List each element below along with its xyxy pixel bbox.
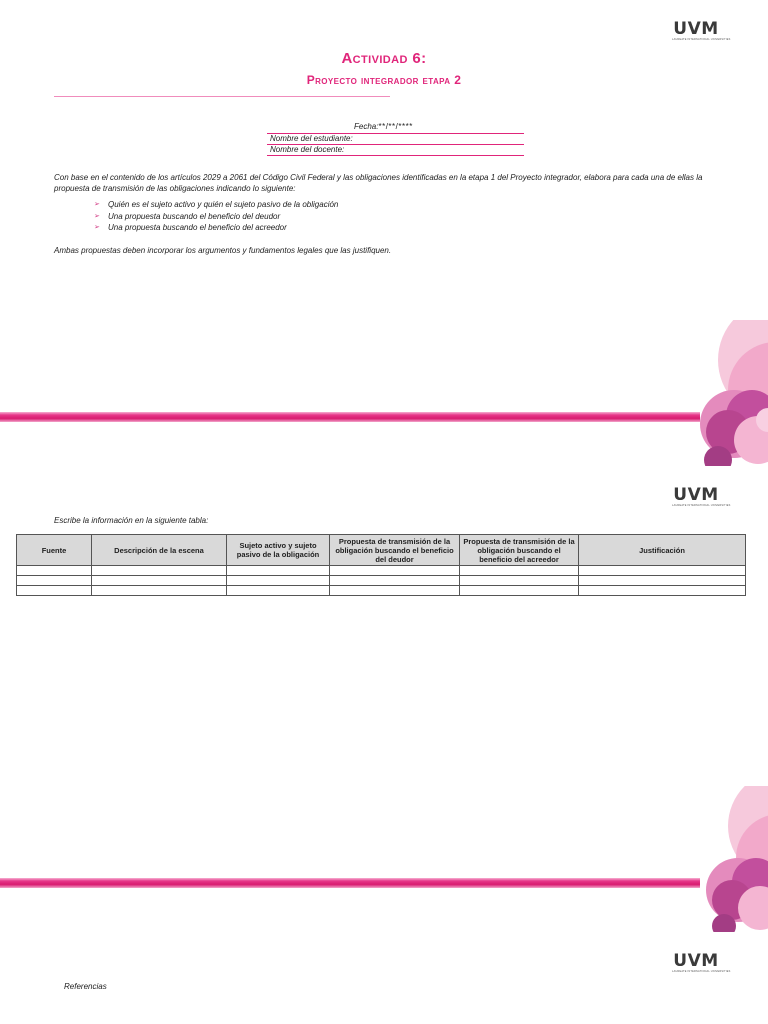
table-row xyxy=(17,586,746,596)
table-cell[interactable] xyxy=(460,586,579,596)
footer-band xyxy=(0,878,700,888)
header-sujetos: Sujeto activo y sujeto pasivo de la obligación xyxy=(227,535,330,566)
header-descripcion: Descripción de la escena xyxy=(92,535,227,566)
table-cell[interactable] xyxy=(17,566,92,576)
logo-mark: UVM xyxy=(673,485,719,505)
header-justificacion: Justificación xyxy=(579,535,746,566)
table-cell[interactable] xyxy=(17,576,92,586)
uvm-logo xyxy=(672,951,731,973)
table-cell[interactable] xyxy=(227,566,330,576)
activity-title: Actividad 6: xyxy=(341,50,427,67)
table-cell[interactable] xyxy=(17,586,92,596)
list-item-text: Una propuesta buscando el beneficio del acreedor xyxy=(108,223,287,232)
date-value: **/**/**** xyxy=(378,122,413,131)
table-header-row xyxy=(17,535,746,566)
table-cell[interactable] xyxy=(460,566,579,576)
instructions-intro: Con base en el contenido de los artículos 2029 a 2061 del Código Civil Federal y las obligaciones identificadas en la etapa 1 del Proyecto integrador, elabora para cada una de ellas la propuesta de transmisión de las obligaciones indicando lo siguiente: xyxy=(54,173,703,193)
table-cell[interactable] xyxy=(92,576,227,586)
uvm-logo xyxy=(672,485,731,507)
date-field[interactable] xyxy=(354,122,413,131)
table-cell[interactable] xyxy=(92,586,227,596)
table-instruction: Escribe la información en la siguiente tabla: xyxy=(54,516,209,525)
table-cell[interactable] xyxy=(579,566,746,576)
decorative-circles xyxy=(668,320,768,466)
references-label: Referencias xyxy=(64,982,107,991)
table-row xyxy=(17,566,746,576)
footer-band xyxy=(0,412,700,422)
decorative-circles xyxy=(688,786,768,932)
table-cell[interactable] xyxy=(579,576,746,586)
list-item xyxy=(94,222,338,234)
logo-tagline: LAUREATE INTERNATIONAL UNIVERSITIES xyxy=(672,38,731,41)
logo-mark: UVM xyxy=(673,951,719,971)
list-item-text: Quién es el sujeto activo y quién el sujeto pasivo de la obligación xyxy=(108,200,339,209)
header-propuesta-deudor: Propuesta de transmisión de la obligación buscando el beneficio del deudor xyxy=(330,535,460,566)
table-cell[interactable] xyxy=(330,576,460,586)
instructions-list xyxy=(94,199,338,234)
teacher-name-label: Nombre del docente: xyxy=(270,145,345,154)
arrow-bullet-icon: ➢ xyxy=(94,212,100,220)
table-cell[interactable] xyxy=(330,566,460,576)
teacher-name-field[interactable] xyxy=(267,145,524,156)
logo-tagline: LAUREATE INTERNATIONAL UNIVERSITIES xyxy=(672,504,731,507)
list-item xyxy=(94,199,338,211)
logo-mark: UVM xyxy=(673,19,719,39)
list-item-text: Una propuesta buscando el beneficio del deudor xyxy=(108,211,281,221)
logo-tagline: LAUREATE INTERNATIONAL UNIVERSITIES xyxy=(672,970,731,973)
table-cell[interactable] xyxy=(330,586,460,596)
activity-subtitle: Proyecto integrador etapa 2 xyxy=(306,73,462,87)
table-cell[interactable] xyxy=(92,566,227,576)
table-cell[interactable] xyxy=(579,586,746,596)
information-table xyxy=(16,534,746,596)
header-propuesta-acreedor: Propuesta de transmisión de la obligación buscando el beneficio del acreedor xyxy=(460,535,579,566)
header-fuente: Fuente xyxy=(17,535,92,566)
uvm-logo xyxy=(672,19,731,41)
student-name-field[interactable] xyxy=(267,133,524,145)
table-row xyxy=(17,576,746,586)
student-name-label: Nombre del estudiante: xyxy=(270,134,353,143)
title-divider xyxy=(54,96,390,97)
table-cell[interactable] xyxy=(460,576,579,586)
decorative-circles-graphic xyxy=(668,320,768,466)
instructions-note: Ambas propuestas deben incorporar los argumentos y fundamentos legales que las justifiquen. xyxy=(54,246,392,255)
arrow-bullet-icon: ➢ xyxy=(94,224,100,231)
arrow-bullet-icon: ➢ xyxy=(94,201,100,208)
table-cell[interactable] xyxy=(227,576,330,586)
decorative-circles-graphic xyxy=(688,786,768,932)
list-item xyxy=(94,211,338,223)
table-cell[interactable] xyxy=(227,586,330,596)
date-label: Fecha: xyxy=(354,122,379,131)
